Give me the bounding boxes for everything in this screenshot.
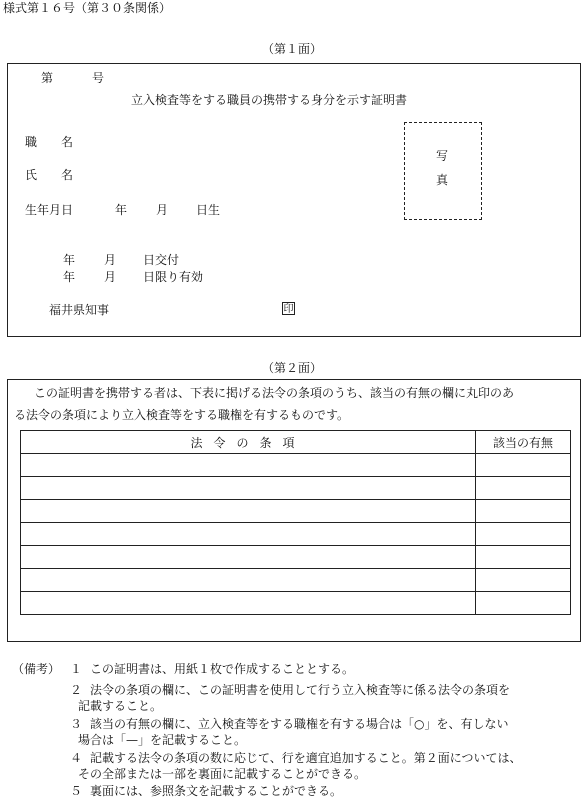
applicable-cell[interactable] [476,477,571,500]
birth-month: 月 [156,203,169,217]
law-cell[interactable] [21,546,476,569]
job-title-label: 職 名 [25,135,74,149]
note-2-line-1: 法令の条項の欄に、この証明書を使用して行う立入検査等に係る法令の条項を [90,683,511,697]
issued-day: 日交付 [143,253,180,267]
applicable-cell[interactable] [476,523,571,546]
page1-frame [7,63,581,337]
table-row [21,500,571,523]
valid-until: 日限り有効 [143,270,204,284]
birth-day: 日生 [196,203,221,217]
intro-line-1: この証明書を携帯する者は、下表に掲げる法令の条項のうち、該当の有無の欄に丸印のあ [34,386,515,400]
note-3-line-2: 場合は「—」を記載すること。 [78,733,247,747]
number-dai: 第 [41,71,54,85]
note-1-line-1: この証明書は、用紙１枚で作成することとする。 [90,662,355,676]
note-num-1: １ [70,662,83,676]
table-row [21,592,571,615]
issued-year: 年 [63,253,76,267]
issued-month: 月 [104,253,117,267]
applicable-cell[interactable] [476,454,571,477]
photo-label-1: 写 [436,149,449,163]
governor-label: 福井県知事 [49,303,110,317]
form-label: 様式第１６号（第３０条関係） [3,1,172,15]
law-cell[interactable] [21,569,476,592]
table-row [21,477,571,500]
page1-heading: （第１面） [262,42,323,56]
name-label: 氏 名 [25,168,74,182]
table-row [21,523,571,546]
seal-icon: 印 [283,304,294,315]
law-cell[interactable] [21,592,476,615]
note-3-line-1: 該当の有無の欄に、立入検査等をする職権を有する場合は「○」を、有しない [90,717,509,731]
birthdate-label: 生年月日 [25,203,74,217]
page2-frame [7,379,581,642]
law-table [20,430,571,615]
certificate-title: 立入検査等をする職員の携帯する身分を示す証明書 [131,93,408,107]
note-5-line-1: 裏面には、参照条文を記載することができる。 [90,784,343,798]
note-4-line-2: その全部または一部を裏面に記載することができる。 [78,767,367,781]
header-law-clause: 法令の条項 [21,431,476,454]
number-go: 号 [92,71,105,85]
law-cell[interactable] [21,500,476,523]
birth-year: 年 [115,203,128,217]
valid-month: 月 [104,270,117,284]
applicable-cell[interactable] [476,569,571,592]
note-num-5: ５ [70,784,83,798]
table-row [21,569,571,592]
law-cell[interactable] [21,523,476,546]
notes-label: （備考） [12,662,61,676]
table-row [21,454,571,477]
note-num-2: ２ [70,683,83,697]
page2-heading: （第２面） [262,361,323,375]
note-num-3: ３ [70,717,83,731]
valid-year: 年 [63,270,76,284]
law-cell[interactable] [21,477,476,500]
header-applicable: 該当の有無 [476,431,571,454]
table-header-row [21,431,571,454]
photo-placeholder [404,122,482,220]
law-cell[interactable] [21,454,476,477]
note-4-line-1: 記載する法令の条項の数に応じて、行を適宜追加すること。第２面については、 [90,751,522,765]
applicable-cell[interactable] [476,546,571,569]
intro-line-2: る法令の条項により立入検査等をする職権を有するものです。 [14,408,350,422]
applicable-cell[interactable] [476,500,571,523]
note-2-line-2: 記載すること。 [78,699,163,713]
table-row [21,546,571,569]
photo-label-2: 真 [436,173,449,187]
note-num-4: ４ [70,751,83,765]
applicable-cell[interactable] [476,592,571,615]
